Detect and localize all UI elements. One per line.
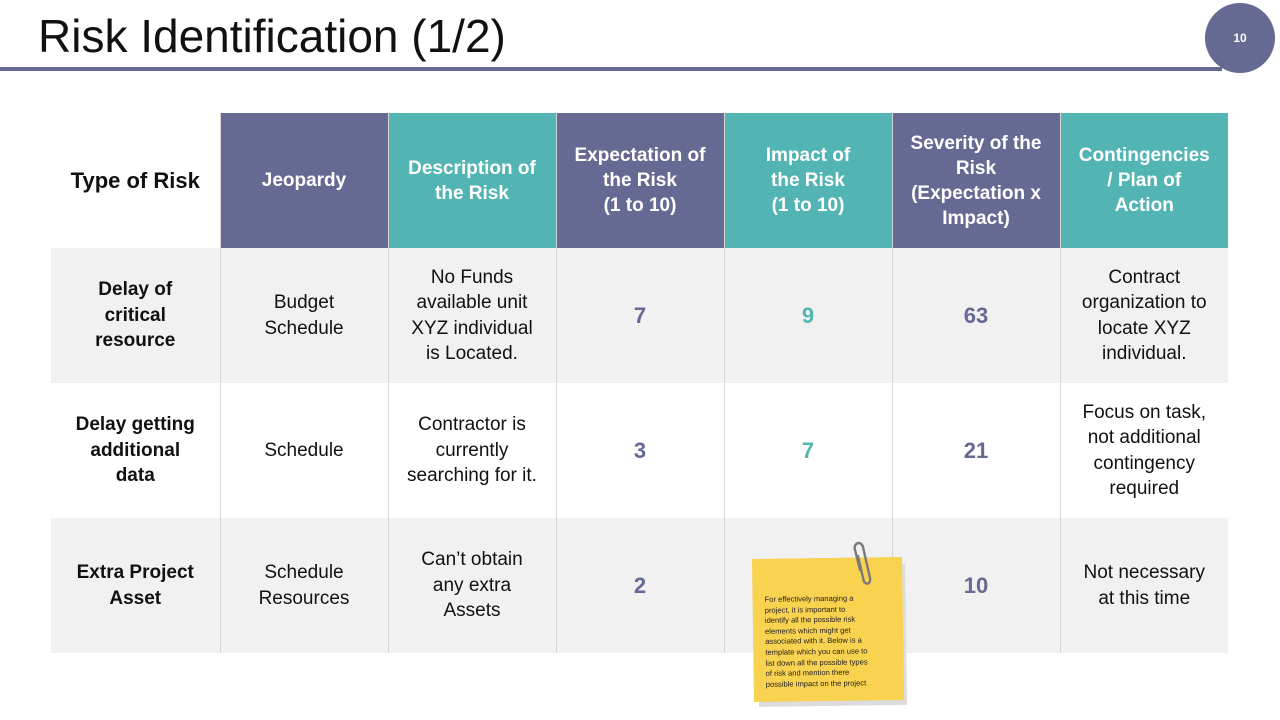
header-description: Description of the Risk (388, 113, 556, 248)
cell-risk-type: Delay of critical resource (51, 248, 220, 383)
table-row (51, 248, 1228, 383)
cell-contingency: Contract organization to locate XYZ individual. (1060, 248, 1228, 383)
cell-description: No Funds available unit XYZ individual is Located. (388, 248, 556, 383)
header-expectation: Expectation of the Risk (1 to 10) (556, 113, 724, 248)
table-row (51, 518, 1228, 653)
cell-severity: 10 (892, 518, 1060, 653)
header-impact: Impact of the Risk (1 to 10) (724, 113, 892, 248)
cell-risk-type: Extra Project Asset (51, 518, 220, 653)
header-row (51, 113, 1228, 248)
table-row (51, 383, 1228, 518)
cell-severity: 63 (892, 248, 1060, 383)
cell-contingency: Focus on task, not additional contingency required (1082, 401, 1207, 499)
cell-contingency: Not necessary at this time (1060, 518, 1228, 653)
cell-description: Can’t obtain any extra Assets (388, 518, 556, 653)
cell-expectation: 2 (556, 518, 724, 653)
cell-jeopardy: Schedule Resources (220, 518, 388, 653)
cell-description: Contractor is currently searching for it. (388, 383, 556, 518)
header-contingencies: Contingencies / Plan of Action (1060, 113, 1228, 248)
paperclip-icon (848, 540, 882, 590)
cell-risk-type: Delay getting additional data (51, 383, 220, 518)
cell-expectation: 3 (556, 383, 724, 518)
title-divider (0, 67, 1222, 71)
slide-title: Risk Identification (1/2) (38, 10, 506, 62)
sticky-note-text: For effectively managing a project, it is important to identify all the possible risk elements which might get associated with it. Below is a template which you can use to list down all the possible types of risk and mention there possible impact on the project (764, 593, 868, 689)
cell-impact: 7 (724, 383, 892, 518)
header-type-of-risk: Type of Risk (51, 113, 220, 248)
cell-jeopardy: Budget Schedule (220, 248, 388, 383)
header-jeopardy: Jeopardy (220, 113, 388, 248)
cell-jeopardy: Schedule (220, 383, 388, 518)
header-severity: Severity of the Risk (Expectation x Impact) (892, 113, 1060, 248)
page-number-badge: 10 (1205, 3, 1275, 73)
cell-expectation: 7 (556, 248, 724, 383)
cell-severity: 21 (892, 383, 1060, 518)
risk-identification-table (51, 113, 1228, 653)
cell-impact: 9 (724, 248, 892, 383)
